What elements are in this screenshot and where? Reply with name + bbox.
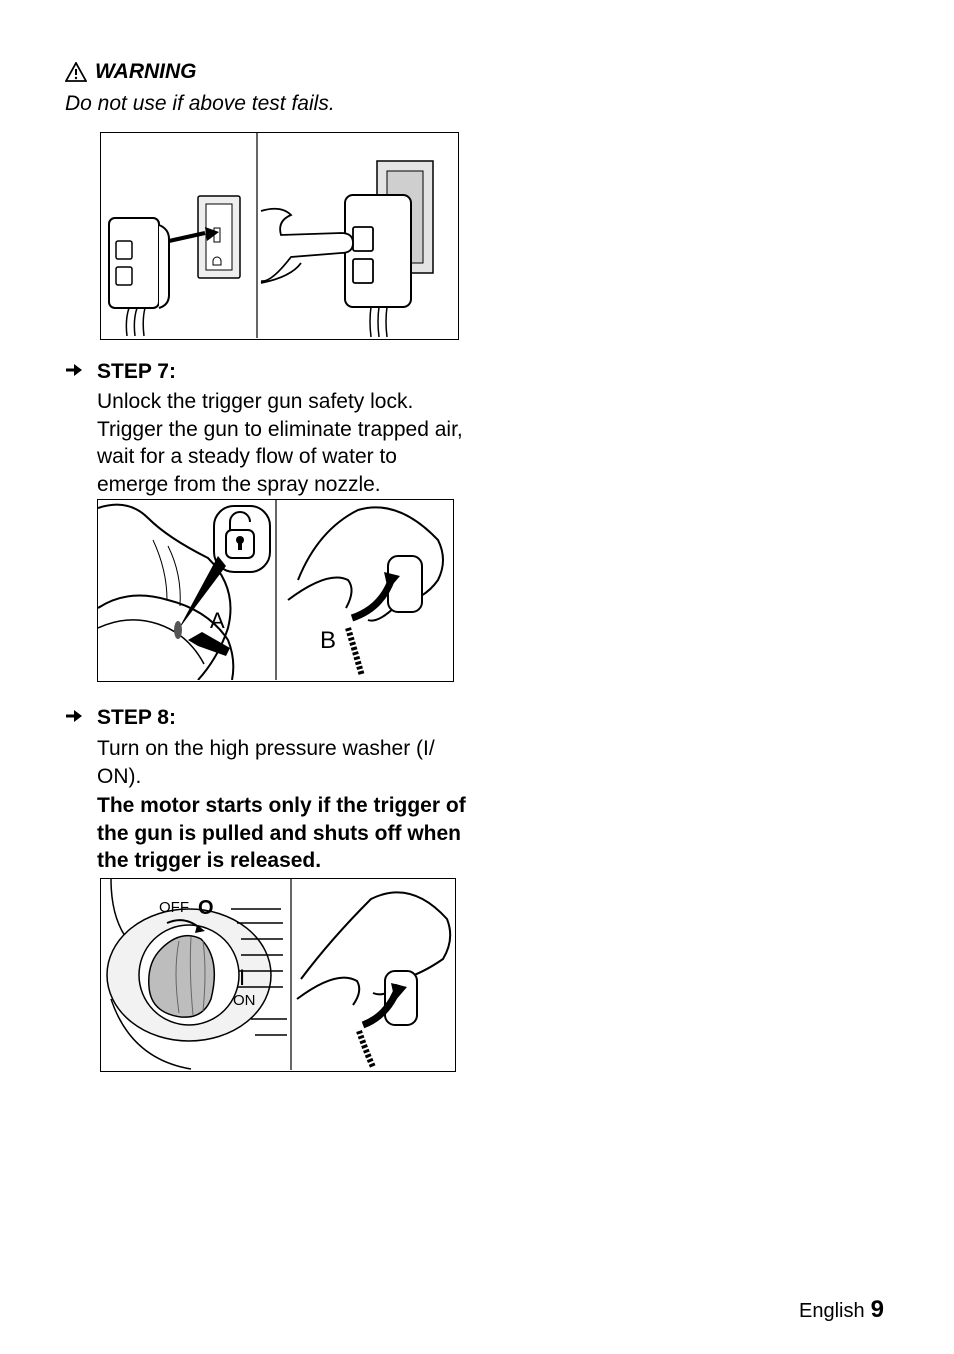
step8-bold-text: The motor starts only if the trigger of the gun is pulled and shuts off when the trigger is released. [97,794,466,872]
warning-heading [65,60,197,84]
step8-label-off: OFF [159,899,189,916]
step8-label-off-symbol: O [198,897,214,919]
warning-triangle-icon [65,62,87,82]
figure-trigger-gun [97,499,454,682]
step7-heading-text: STEP 7: [97,360,176,383]
step7-label-a: A [210,608,225,633]
step8-heading [65,706,176,730]
figure-gfci-test [100,132,459,340]
step8-heading-text: STEP 8: [97,706,176,729]
arrow-right-icon [65,706,97,730]
step8-text: Turn on the high pressure washer (I/ ON). [97,737,435,788]
step7-label-b: B [320,627,337,654]
page-number: 9 [870,1296,884,1323]
step7-heading [65,360,176,384]
step8-label-on-symbol: I [239,965,246,990]
step7-text: Unlock the trigger gun safety lock. Trigger the gun to eliminate trapped air, wait for a steady flow of water to emerge from the spray nozzle. [97,390,463,496]
warning-title: WARNING [95,60,197,83]
step8-label-on: ON [233,992,256,1009]
page-footer [799,1296,884,1324]
warning-text: Do not use if above test fails. [65,92,335,115]
footer-language: English [799,1300,865,1322]
figure-power-switch [100,878,456,1072]
arrow-right-icon [65,360,97,384]
